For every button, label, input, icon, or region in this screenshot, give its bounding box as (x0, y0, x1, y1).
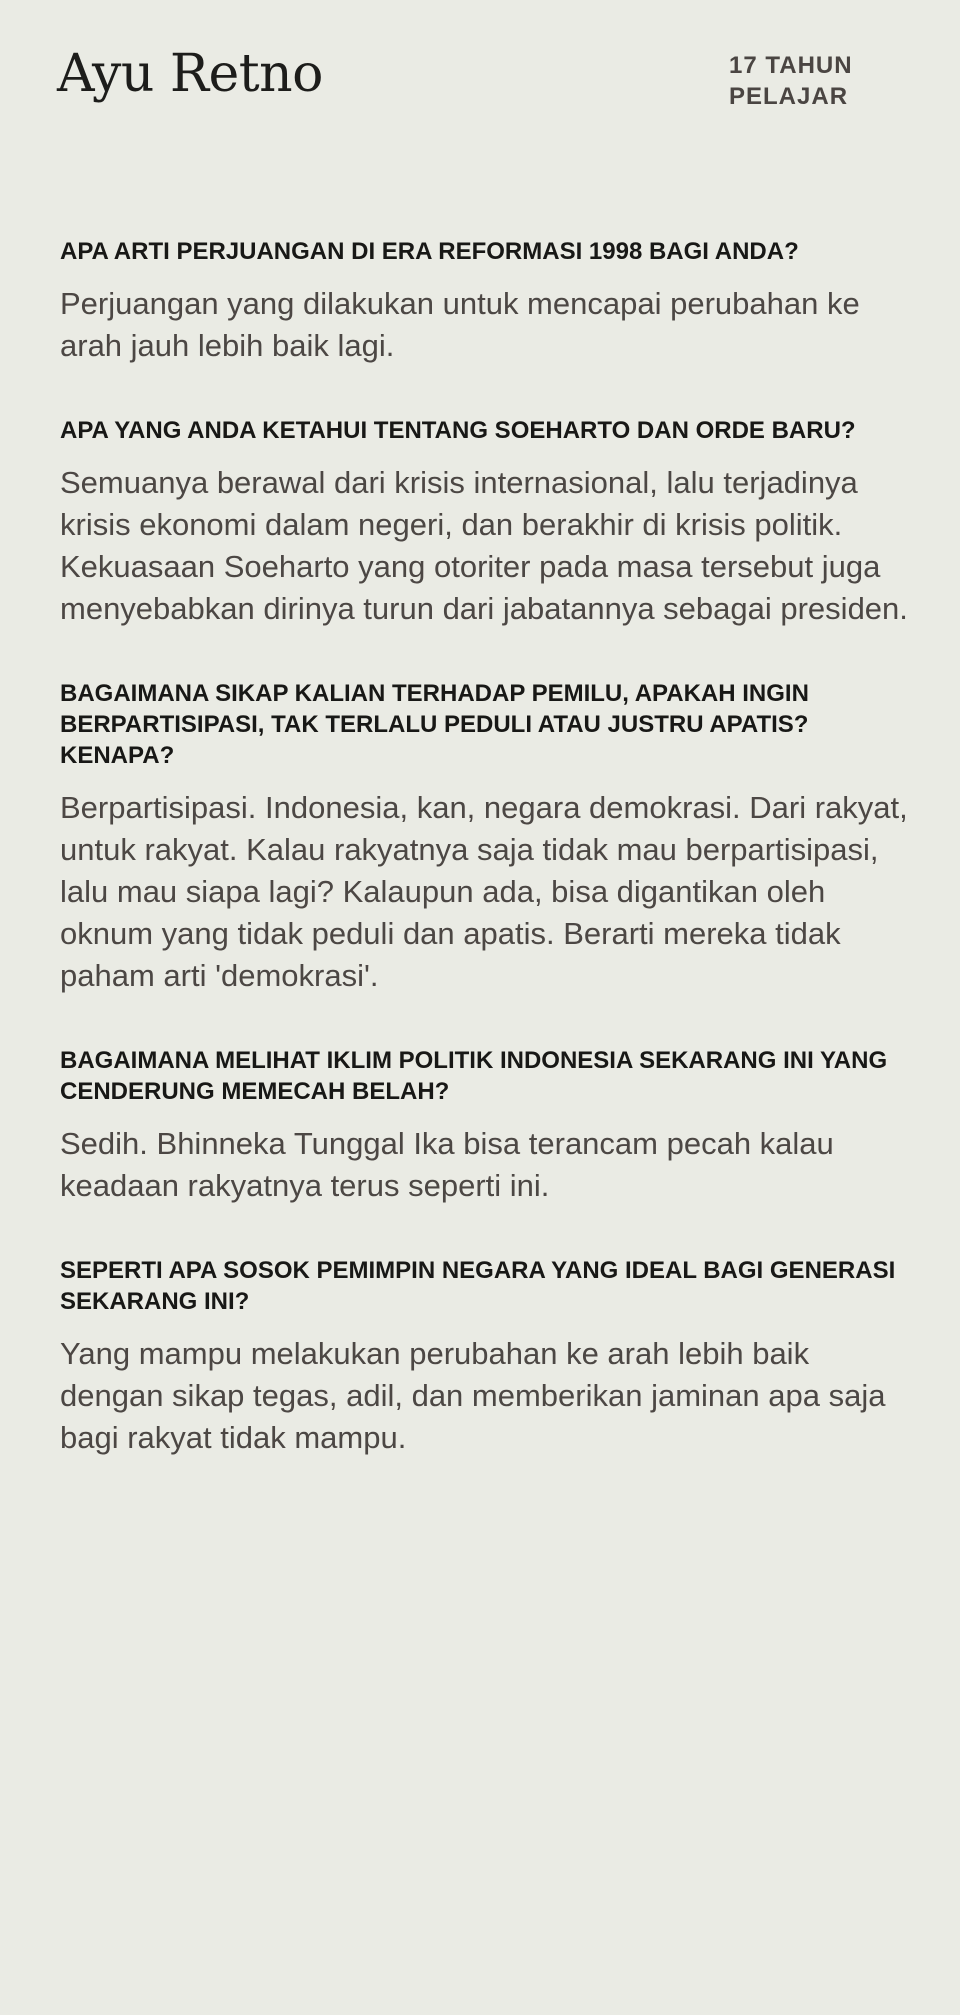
interviewee-name: Ayu Retno (57, 44, 323, 104)
answer: Perjuangan yang dilakukan untuk mencapai perubahan ke arah jauh lebih baik lagi. (60, 286, 860, 363)
question: APA YANG ANDA KETAHUI TENTANG SOEHARTO DAN ORDE BARU? (60, 417, 856, 444)
qa-item (60, 1045, 910, 1207)
question: APA ARTI PERJUANGAN DI ERA REFORMASI 1998 BAGI ANDA? (60, 238, 799, 265)
question: BAGAIMANA MELIHAT IKLIM POLITIK INDONESIA SEKARANG INI YANG CENDERUNG MEMECAH BELAH? (60, 1047, 888, 1105)
answer: Berpartisipasi. Indonesia, kan, negara demokrasi. Dari rakyat, untuk rakyat. Kalau rakyatnya saja tidak mau berpartisipasi, lalu mau siapa lagi? Kalaupun ada, bisa digantikan oleh oknum yang tidak peduli dan apatis. Berarti mereka tidak paham arti 'demokrasi'. (60, 790, 908, 993)
answer: Semuanya berawal dari krisis internasional, lalu terjadinya krisis ekonomi dalam negeri, dan berakhir di krisis politik. Kekuasaan Soeharto yang otoriter pada masa tersebut juga menyebabkan dirinya turun dari jabatannya sebagai presiden. (60, 465, 908, 626)
interviewee-occupation: PELAJAR (729, 83, 849, 110)
interview-content (60, 236, 910, 1507)
question: BAGAIMANA SIKAP KALIAN TERHADAP PEMILU, APAKAH INGIN BERPARTISIPASI, TAK TERLALU PEDULI ATAU JUSTRU APATIS? KENAPA? (60, 680, 809, 769)
qa-item (60, 236, 910, 367)
answer: Yang mampu melakukan perubahan ke arah lebih baik dengan sikap tegas, adil, dan memberikan jaminan apa saja bagi rakyat tidak mampu. (60, 1336, 886, 1455)
interviewee-meta (729, 50, 929, 112)
question: SEPERTI APA SOSOK PEMIMPIN NEGARA YANG IDEAL BAGI GENERASI SEKARANG INI? (60, 1257, 896, 1315)
qa-item (60, 1255, 910, 1459)
profile-header (0, 0, 960, 140)
answer: Sedih. Bhinneka Tunggal Ika bisa terancam pecah kalau keadaan rakyatnya terus seperti ini. (60, 1126, 834, 1203)
qa-item (60, 415, 910, 630)
qa-item (60, 678, 910, 997)
interviewee-age: 17 TAHUN (729, 52, 853, 79)
